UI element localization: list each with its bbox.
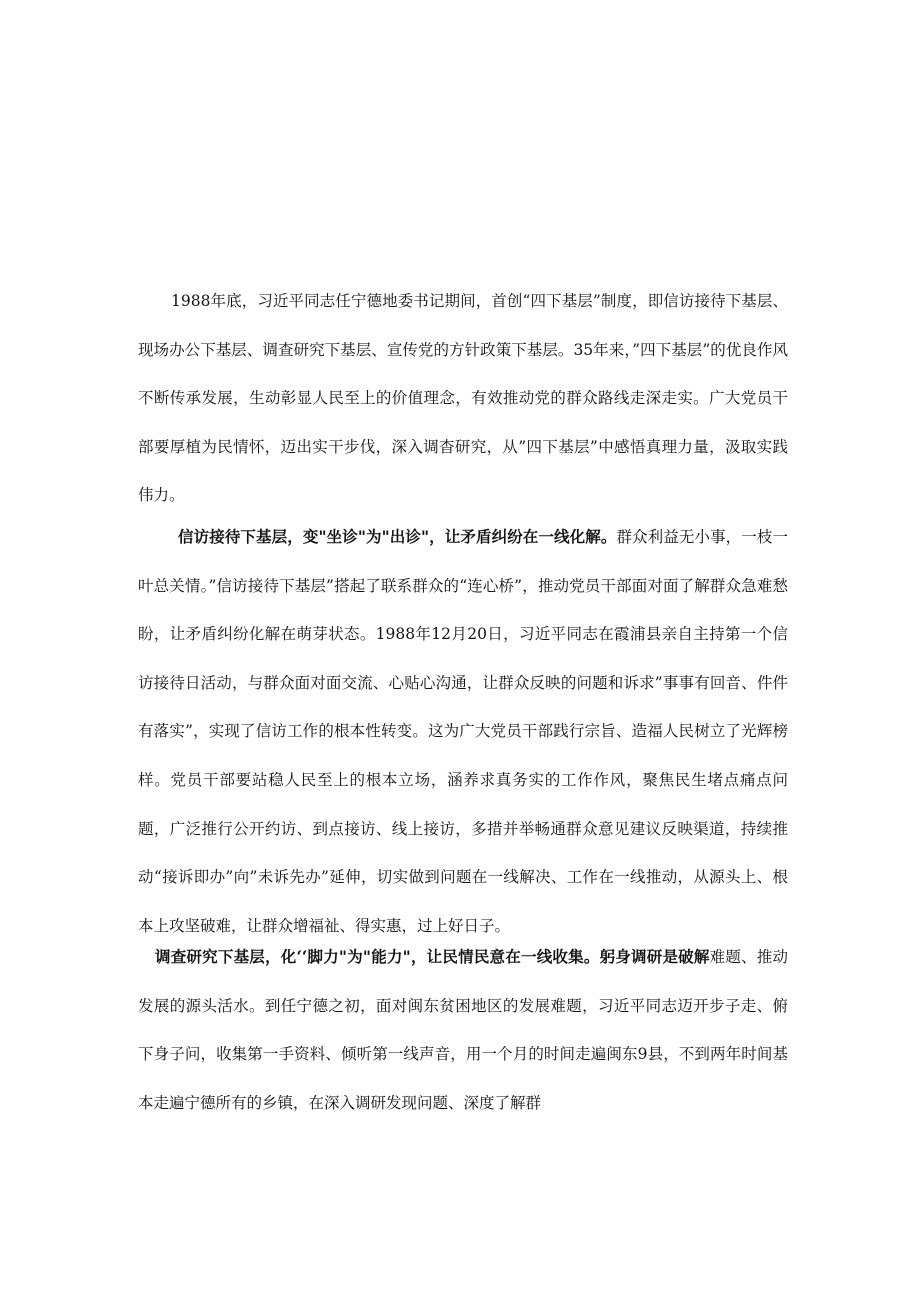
paragraph-research bbox=[138, 933, 788, 1127]
paragraph-lead: 信访接待下基层，变"坐诊"为"出诊"，让矛盾纠纷在一线化解。 bbox=[178, 527, 617, 546]
paragraph-lead: 调查研究下基层，化‘‘脚力"为"能力"，让民情民意在一线收集。躬身调研是破解 bbox=[155, 947, 710, 966]
paragraph-petition bbox=[138, 513, 788, 950]
paragraph-intro bbox=[138, 277, 788, 520]
paragraph-body: 难题、推动发展的源头活水。到任宁德之初，面对闽东贫困地区的发展难题，习近平同志迈开步子走、俯下身子问，收集第一手资料、倾听第一线声音，用一个月的时间走遍闽东9县，不到两年时间基本走遍宁德所有的乡镇，在深入调研发现问题、深度了解群 bbox=[138, 948, 788, 1112]
paragraph-body: 1988年底，习近平同志任宁德地委书记期间，首创“四下基层”制度，即信访接待下基层、现场办公下基层、调查研究下基层、宣传党的方针政策下基层。35年来，”四下基层”的优良作风不断传承发展，生动彰显人民至上的价值理念，有效推动党的群众路线走深走实。广大党员干部要厚植为民情怀，迈出实干步伐，深入调杳研究，从”四下基层”中感悟真理力量，汲取实践伟力。 bbox=[138, 292, 788, 505]
paragraph-body: 群众利益无小事，一枝一叶总关情。”信访接待下基层”搭起了联系群众的“连心桥”，推动党员干部面对面了解群众急难愁盼，让矛盾纠纷化解在萌芽状态。1988年12月20日，习近平同志在霞浦县亲自主持第一个信访接待日活动，与群众面对面交流、心贴心沟通，让群众反映的问题和诉求”事事有回音、件件有落实”，实现了信访工作的根本性转变。这为广大党员干部践行宗旨、造福人民树立了光辉榜样。党员干部要站稳人民至上的根本立场，涵养求真务实的工作作风，聚焦民生堵点痛点问题，广泛推行公开约访、到点接访、线上接访，多措并举畅通群众意见建议反映渠道，持续推动“接诉即办”向”未诉先办”延伸，切实做到问题在一线解决、工作在一线推动，从源头上、根本上攻坚破难，让群众增福祉、得实惠，过上好日子。 bbox=[138, 528, 788, 935]
